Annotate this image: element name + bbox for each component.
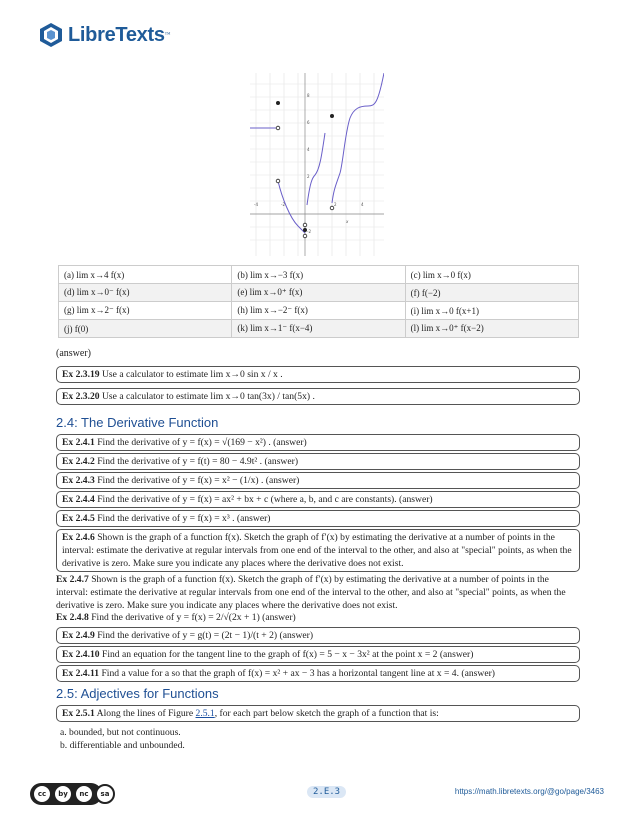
tick-x-neg4: -4	[254, 202, 258, 207]
x-axis-label: x	[346, 219, 349, 224]
page-number: 2.E.3	[307, 786, 346, 798]
exercise-text: Use a calculator to estimate lim x→0 tan(3x) / tan(5x) .	[102, 391, 315, 402]
open-point	[303, 223, 307, 227]
tick-y-6: 6	[307, 120, 310, 125]
exercise-2-3-20	[56, 388, 580, 405]
libretexts-logo-icon	[38, 22, 64, 48]
list-item: b. differentiable and unbounded.	[60, 740, 185, 751]
table-row	[59, 320, 579, 338]
tick-x-neg2: -2	[281, 202, 285, 207]
open-point	[276, 126, 280, 130]
by-icon: by	[53, 784, 73, 804]
tick-x-2: 2	[334, 202, 337, 207]
table-cell: (d) lim x→0⁻ f(x)	[59, 284, 232, 302]
exercise-2-4-7	[56, 573, 582, 612]
section-heading: 2.5: Adjectives for Functions	[56, 686, 219, 701]
exercise-text: , for each part below sketch the graph of a function that is:	[214, 708, 439, 719]
table-cell: (b) lim x→−3 f(x)	[232, 266, 405, 284]
table-cell: (i) lim x→0 f(x+1)	[405, 302, 578, 320]
nc-icon: nc	[74, 784, 94, 804]
brand-tm: ™	[164, 32, 171, 38]
exercise-2-4-9	[56, 627, 580, 644]
closed-point	[330, 114, 334, 118]
table-cell: (k) lim x→1⁻ f(x−4)	[232, 320, 405, 338]
table-cell: (f) f(−2)	[405, 284, 578, 302]
tick-y-neg2: -2	[307, 229, 311, 234]
libretexts-logo[interactable]	[38, 22, 171, 48]
answer-link[interactable]: (answer)	[56, 348, 91, 359]
exercise-2-3-19	[56, 366, 580, 383]
table-row	[59, 302, 579, 320]
exercise-text: Find the derivative of y = f(t) = 80 − 4.9t² . (answer)	[97, 456, 299, 467]
exercise-text: Find the derivative of y = g(t) = (2t − 1)/(t + 2) (answer)	[97, 630, 314, 641]
figure-link[interactable]: 2.5.1	[195, 708, 215, 719]
table-cell: (j) f(0)	[59, 320, 232, 338]
exercise-number: Ex 2.4.8	[56, 612, 89, 623]
tick-y-2: 2	[307, 174, 310, 179]
exercise-2-4-10	[56, 646, 580, 663]
open-point	[276, 179, 280, 183]
exercise-number: Ex 2.4.9	[62, 630, 95, 641]
exercise-number: Ex 2.4.5	[62, 513, 95, 524]
exercise-number: Ex 2.4.2	[62, 456, 95, 467]
open-point	[330, 206, 334, 210]
brand-name: LibreTexts	[68, 23, 165, 46]
exercise-number: Ex 2.4.4	[62, 494, 95, 505]
table-row	[59, 266, 579, 284]
exercise-text: Find the derivative of y = f(x) = x² − (1/x) . (answer)	[97, 475, 300, 486]
exercise-text: Shown is the graph of a function f(x). Sketch the graph of f′(x) by estimating the derivative at a number of points in the interval: estimate the derivative at regular intervals from one end of the interval to the other, and also at "special" points, as when the derivative is zero. Make sure you indicate any places where the derivative does not exist.	[62, 532, 572, 569]
tick-y-8: 8	[307, 93, 310, 98]
exercise-2-4-1	[56, 434, 580, 451]
function-graph	[250, 73, 384, 256]
cc-icons	[32, 784, 116, 804]
exercise-number: Ex 2.3.19	[62, 369, 100, 380]
exercise-number: Ex 2.4.11	[62, 668, 100, 679]
exercise-text: Along the lines of Figure	[96, 708, 196, 719]
exercise-number: Ex 2.5.1	[62, 708, 95, 719]
cc-icon: cc	[32, 784, 52, 804]
closed-point	[276, 101, 280, 105]
closed-point	[303, 228, 307, 232]
exercise-2-4-2	[56, 453, 580, 470]
exercise-2-4-6	[56, 529, 580, 572]
exercise-2-4-8	[56, 611, 582, 624]
exercise-number: Ex 2.4.3	[62, 475, 95, 486]
exercise-2-4-11	[56, 665, 580, 682]
exercise-text: Find a value for a so that the graph of f(x) = x² + ax − 3 has a horizontal tangent line at x = 4. (answer)	[101, 668, 495, 679]
table-row	[59, 284, 579, 302]
exercise-text: Find the derivative of y = f(x) = √(169 − x²) . (answer)	[97, 437, 307, 448]
exercise-number: Ex 2.4.10	[62, 649, 100, 660]
exercise-text: Use a calculator to estimate lim x→0 sin x / x .	[102, 369, 283, 380]
exercise-2-5-1	[56, 705, 580, 722]
exercise-text: Find an equation for the tangent line to the graph of f(x) = 5 − x − 3x² at the point x = 2 (answer)	[102, 649, 474, 660]
table-cell: (h) lim x→−2⁻ f(x)	[232, 302, 405, 320]
exercise-text: Find the derivative of y = f(x) = ax² + bx + c (where a, b, and c are constants). (answer)	[97, 494, 433, 505]
sa-icon: sa	[95, 784, 115, 804]
exercise-number: Ex 2.4.7	[56, 574, 89, 585]
exercise-number: Ex 2.3.20	[62, 391, 100, 402]
table-cell: (g) lim x→2⁻ f(x)	[59, 302, 232, 320]
exercise-text: Find the derivative of y = f(x) = 2/√(2x + 1) (answer)	[91, 612, 296, 623]
tick-y-4: 4	[307, 147, 310, 152]
exercise-text: Find the derivative of y = f(x) = x³ . (answer)	[97, 513, 271, 524]
limits-table	[58, 265, 579, 338]
page-url[interactable]: https://math.libretexts.org/@go/page/3463	[454, 787, 604, 796]
exercise-2-4-5	[56, 510, 580, 527]
exercise-2-4-4	[56, 491, 580, 508]
exercise-text: Shown is the graph of a function f(x). Sketch the graph of f′(x) by estimating the derivative at a number of points in the interval: estimate the derivative at regular intervals from one end of the interval to the other, and also at "special" points, as when the derivative is zero. Make sure you indicate any places where the derivative does not exist.	[56, 574, 566, 611]
section-heading: 2.4: The Derivative Function	[56, 415, 219, 430]
exercise-number: Ex 2.4.1	[62, 437, 95, 448]
exercise-number: Ex 2.4.6	[62, 532, 95, 543]
exercise-2-4-3	[56, 472, 580, 489]
table-cell: (c) lim x→0 f(x)	[405, 266, 578, 284]
open-point	[303, 234, 307, 238]
table-cell: (a) lim x→4 f(x)	[59, 266, 232, 284]
tick-x-4: 4	[361, 202, 364, 207]
list-item: a. bounded, but not continuous.	[60, 727, 181, 738]
table-cell: (e) lim x→0⁺ f(x)	[232, 284, 405, 302]
table-cell: (l) lim x→0⁺ f(x−2)	[405, 320, 578, 338]
